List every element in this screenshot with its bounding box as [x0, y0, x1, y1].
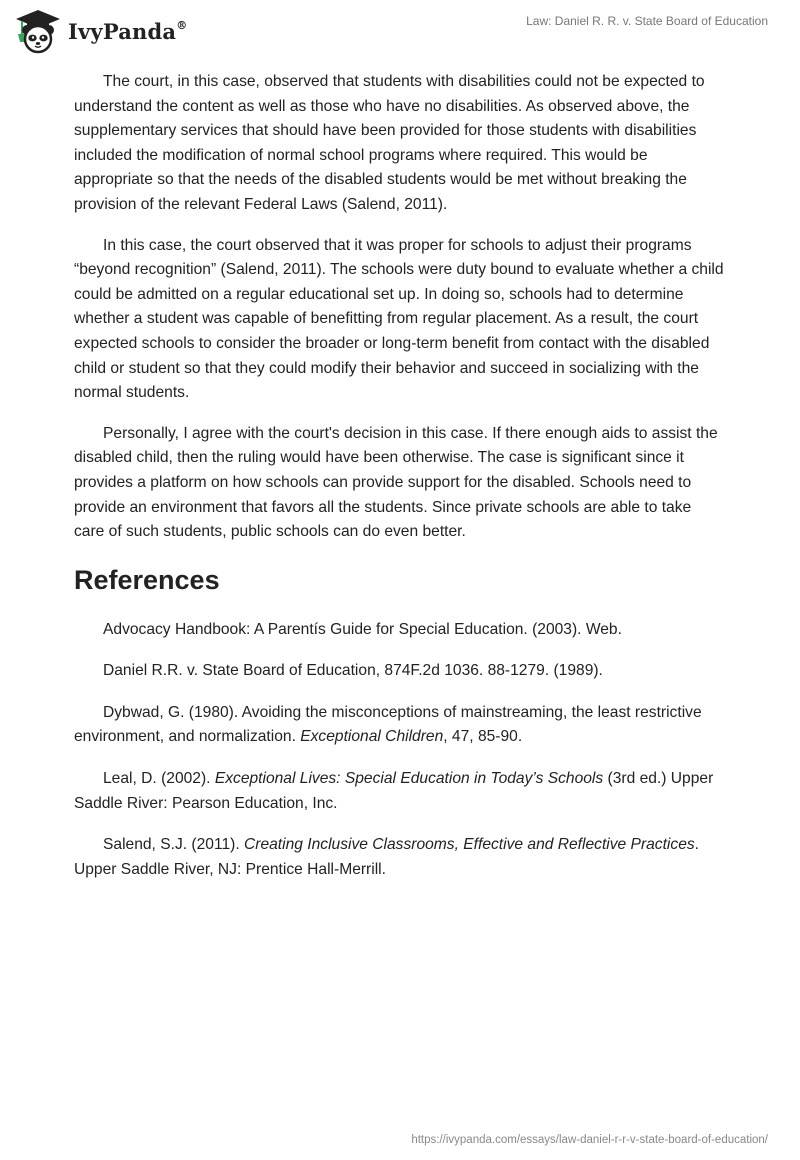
reference-item-3: Dybwad, G. (1980). Avoiding the misconceptions of mainstreaming, the least restrictive environment, and normalization. Exceptional Children, 47, 85-90. — [74, 703, 702, 746]
body-paragraph-1: The court, in this case, observed that students with disabilities could not be expected to understand the content as well as those who have no disabilities. As observed above, the supplementary services that should have been provided for those students with disabilities included the modification of normal school programs where required. This would be appropriate so that the needs of the disabled students would be met without breaking the provision of the relevant Federal Laws (Salend, 2011). — [74, 73, 705, 213]
reference-item-2: Daniel R.R. v. State Board of Education, 874F.2d 1036. 88-1279. (1989). — [103, 662, 603, 680]
references-heading: References — [74, 564, 220, 595]
page-header — [0, 0, 800, 60]
brand-name: IvyPanda® — [68, 18, 188, 44]
reference-item-5: Salend, S.J. (2011). Creating Inclusive Classrooms, Effective and Reflective Practices. Upper Saddle River, NJ: Prentice Hall-Merrill. — [74, 836, 700, 878]
body-paragraph-3: Personally, I agree with the court's decision in this case. If there enough aids to assist the disabled child, then the ruling would have been otherwise. The case is significant since it provides a platform on how schools can provide support for the disabled. Schools need to provide an environment that favors all the students. Since private schools are able to take care of such students, public schools can do even better. — [74, 424, 718, 541]
panda-graduate-icon — [14, 8, 62, 54]
source-url-link[interactable]: https://ivypanda.com/essays/law-daniel-r-r-v-state-board-of-education/ — [411, 1134, 768, 1146]
reference-item-4: Leal, D. (2002). Exceptional Lives: Special Education in Today’s Schools (3rd ed.) Upper Saddle River: Pearson Education, Inc. — [74, 770, 714, 812]
reference-item-1: Advocacy Handbook: A Parentís Guide for Special Education. (2003). Web. — [103, 620, 622, 638]
body-paragraph-2: In this case, the court observed that it was proper for schools to adjust their programs “beyond recognition” (Salend, 2011). The schools were duty bound to evaluate whether a child could be admitted on a regular educational set up. In doing so, schools had to determine whether a student was capable of benefitting from regular placement. As a result, the court expected schools to consider the broader or long-term benefit from contact with the disabled child or student so that they could modify their behavior and succeed in socializing with the normal students. — [74, 236, 724, 402]
essay-content — [74, 70, 724, 899]
document-title: Law: Daniel R. R. v. State Board of Education — [526, 14, 768, 28]
ivypanda-logo[interactable] — [14, 8, 187, 54]
